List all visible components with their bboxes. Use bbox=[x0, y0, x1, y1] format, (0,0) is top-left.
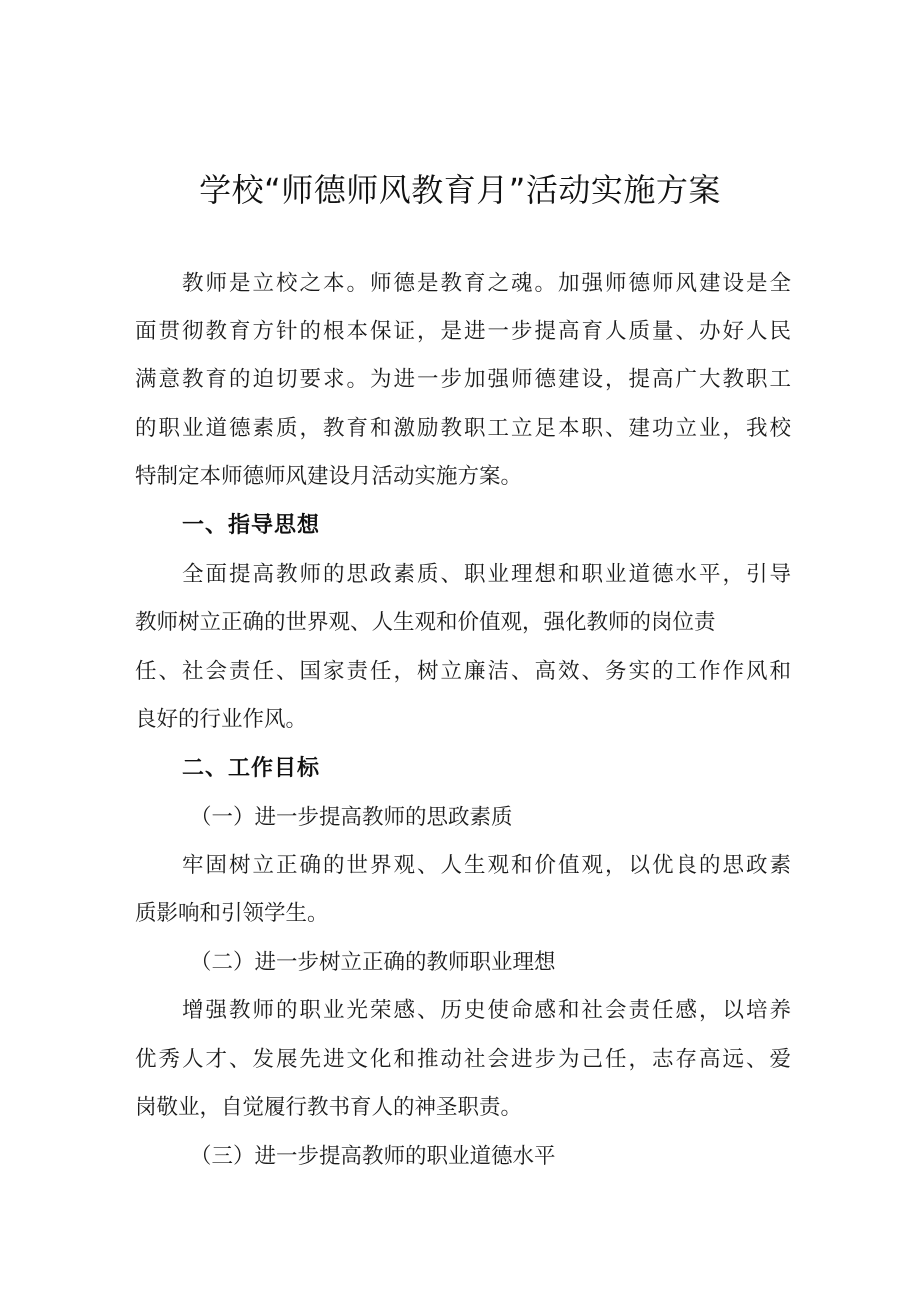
section1-line-1: 全面提高教师的思政素质、职业理想和职业道德水平，引导 bbox=[182, 562, 791, 587]
section1-line-2: 教师树立正确的世界观、人生观和价值观，强化教师的岗位责 bbox=[135, 610, 716, 635]
section-heading-guiding-thought: 一、指导思想 bbox=[182, 513, 321, 538]
intro-line-5: 特制定本师德师风建设月活动实施方案。 bbox=[135, 464, 523, 489]
intro-line-2: 面贯彻教育方针的根本保证，是进一步提高育人质量、办好人民 bbox=[135, 319, 791, 344]
intro-line-1: 教师是立校之本。师德是教育之魂。加强师德师风建设是全 bbox=[182, 271, 791, 296]
goal-3-heading: （三）进一步提高教师的职业道德水平 bbox=[190, 1144, 556, 1169]
goal-2-line-2: 优秀人才、发展先进文化和推动社会进步为己任，志存高远、爱 bbox=[135, 1047, 791, 1072]
goal-2-line-1: 增强教师的职业光荣感、历史使命感和社会责任感，以培养 bbox=[182, 998, 791, 1023]
intro-line-4: 的职业道德素质，教育和激励教职工立足本职、建功立业，我校 bbox=[135, 416, 791, 441]
goal-1-line-2: 质影响和引领学生。 bbox=[135, 901, 329, 926]
section1-line-3: 任、社会责任、国家责任，树立廉洁、高效、务实的工作作风和 bbox=[135, 659, 791, 684]
section-heading-work-goals: 二、工作目标 bbox=[182, 756, 321, 781]
section1-line-4: 良好的行业作风。 bbox=[135, 707, 308, 732]
goal-1-line-1: 牢固树立正确的世界观、人生观和价值观，以优良的思政素 bbox=[182, 853, 791, 878]
document-title: 学校“师德师风教育月”活动实施方案 bbox=[199, 171, 721, 209]
goal-1-heading: （一）进一步提高教师的思政素质 bbox=[190, 805, 513, 830]
goal-2-heading: （二）进一步树立正确的教师职业理想 bbox=[190, 950, 556, 975]
intro-line-3: 满意教育的迫切要求。为进一步加强师德建设，提高广大教职工 bbox=[135, 367, 791, 392]
goal-2-line-3: 岗敬业，自觉履行教书育人的神圣职责。 bbox=[135, 1095, 523, 1120]
